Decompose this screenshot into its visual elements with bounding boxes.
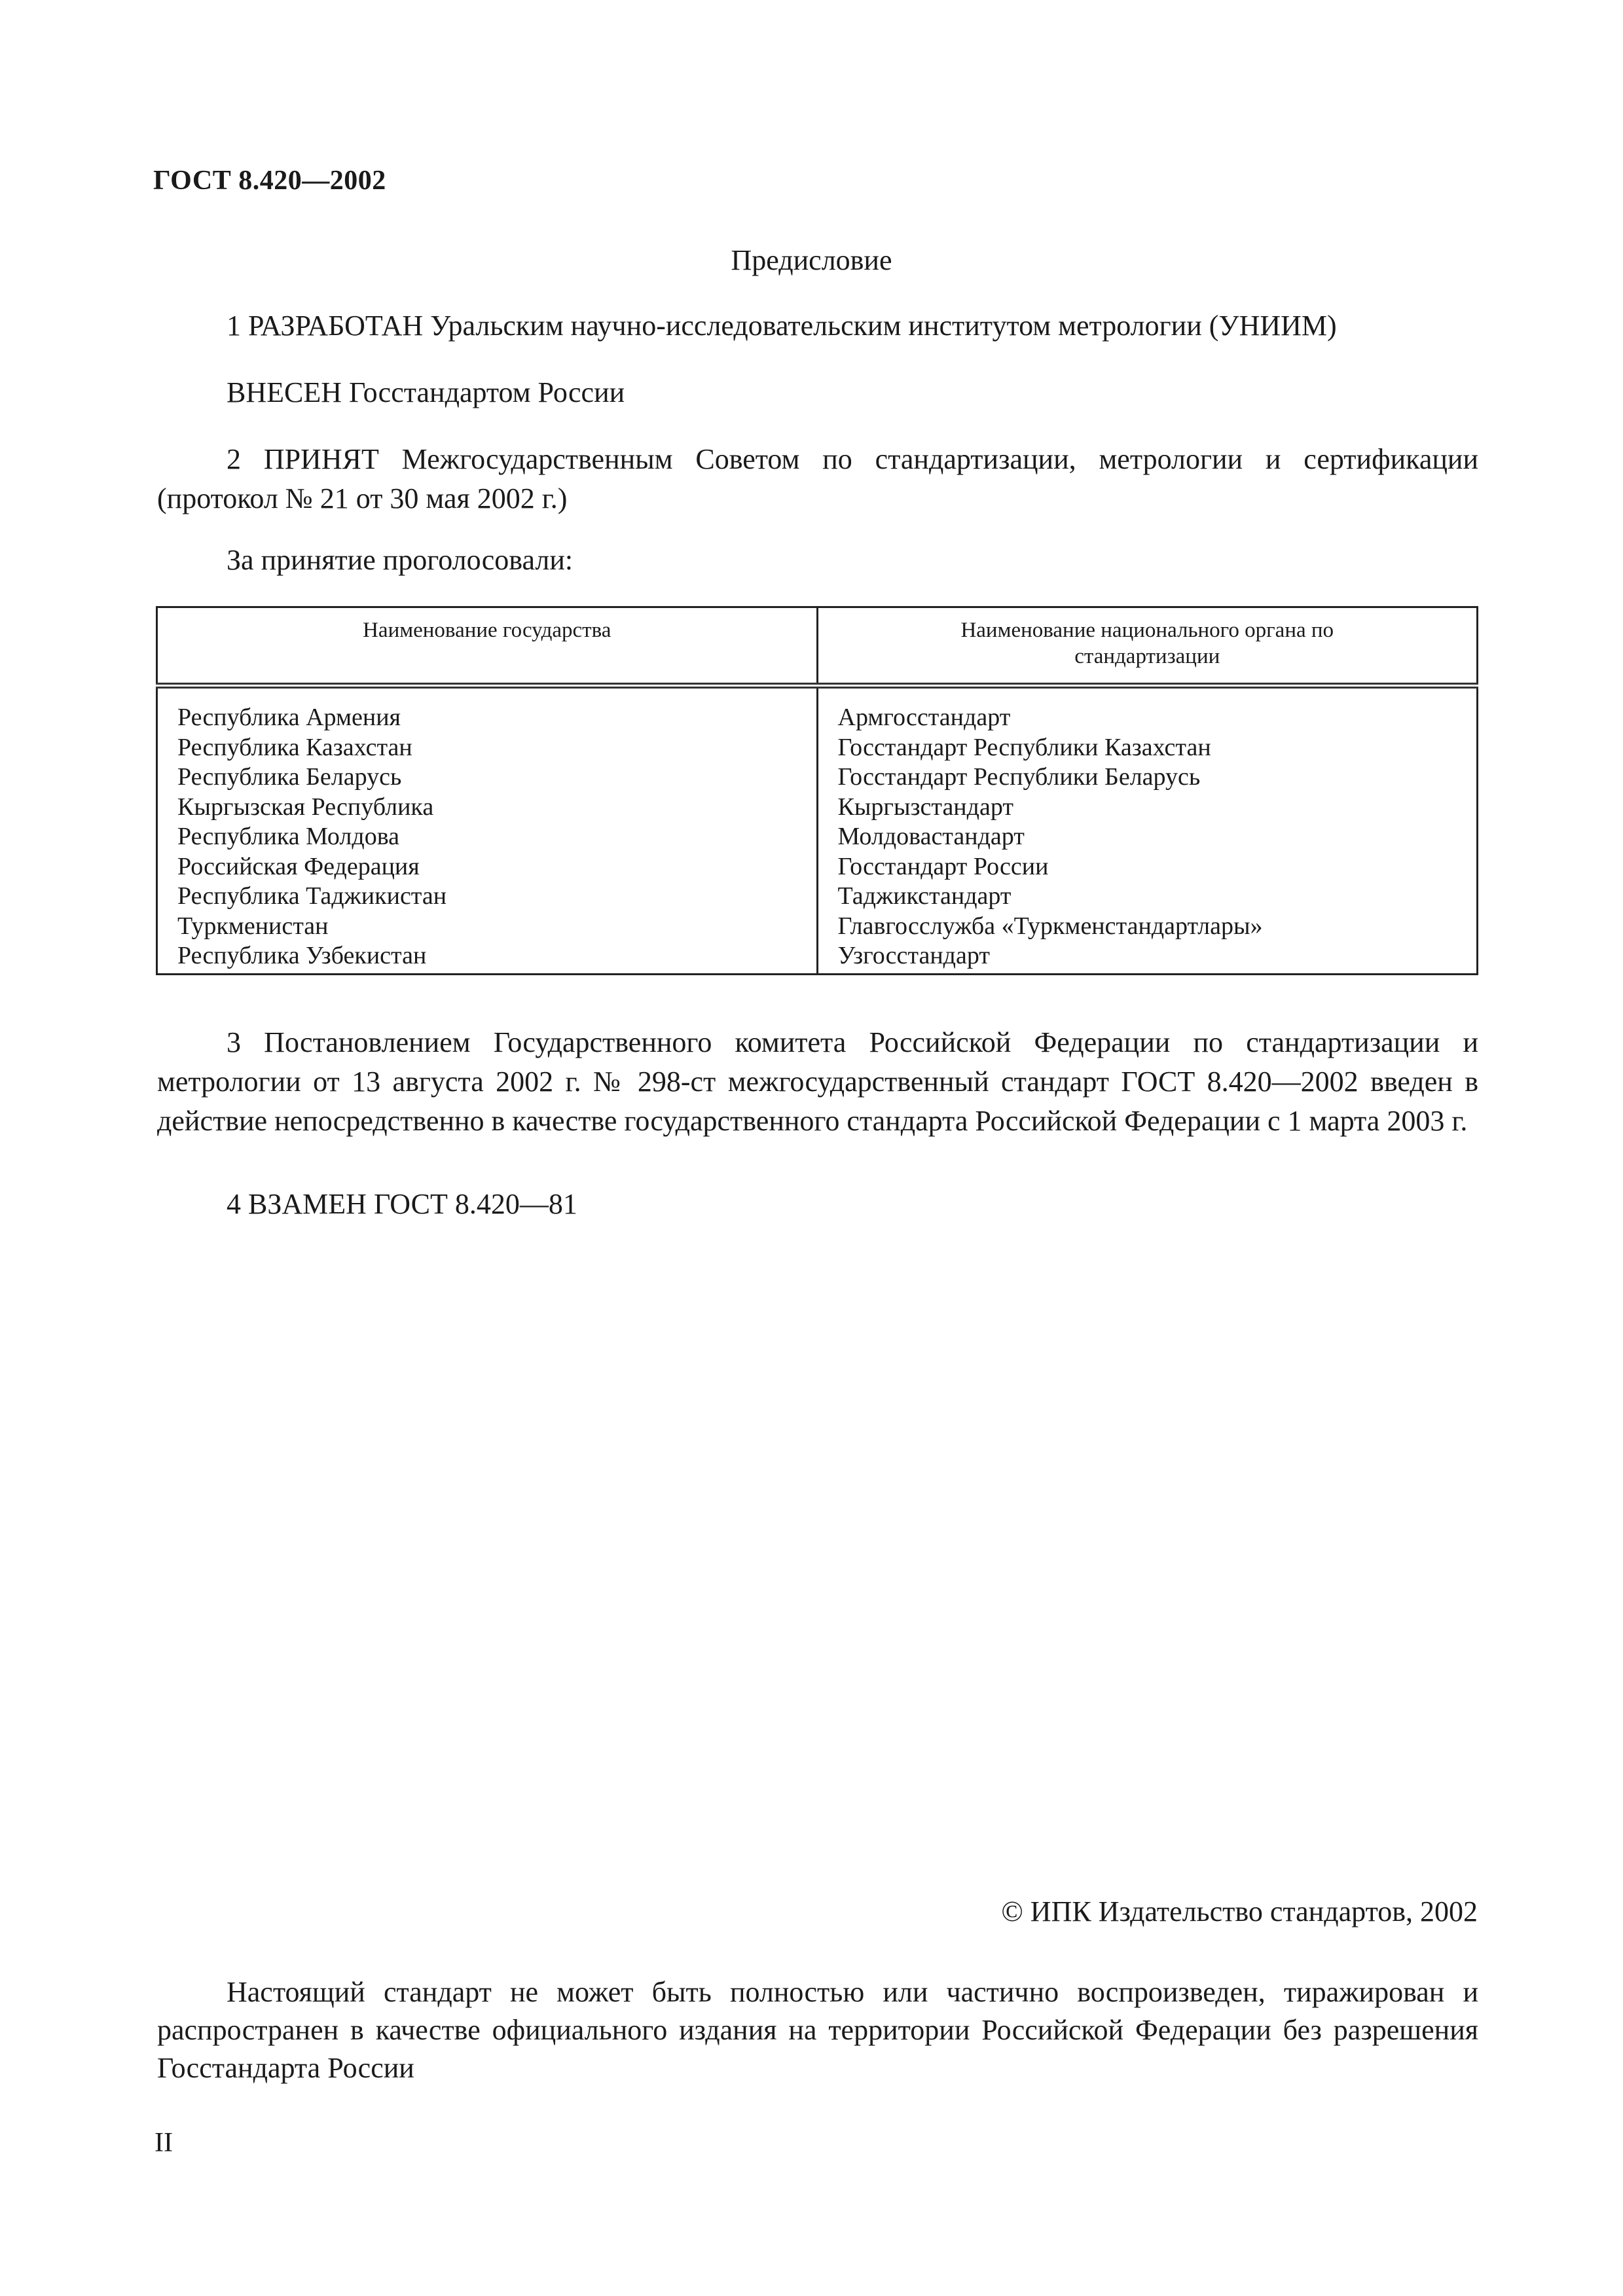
table-body-row [157, 686, 1478, 975]
table-cell-body: Госстандарт Республики Казахстан [837, 733, 1211, 761]
column-header-body-text: Наименование национального органа по стандартизации [960, 619, 1334, 668]
states-column [157, 686, 818, 975]
table-cell-state: Туркменистан [177, 912, 329, 940]
table-cell-body: Госстандарт России [837, 852, 1049, 880]
table-cell-state: Республика Молдова [177, 823, 400, 850]
paragraph-voted: За принятие проголосовали: [227, 544, 574, 576]
table-cell-state: Республика Беларусь [177, 763, 402, 791]
page-title: Предисловие [731, 244, 892, 276]
paragraph-adopted: 2 ПРИНЯТ Межгосударственным Советом по стандартизации, метрологии и сертификации (протокол № 21 от 30 мая 2002 г.) [157, 443, 1478, 514]
table-cell-body: Узгосстандарт [837, 942, 990, 969]
table-cell-state: Российская Федерация [177, 852, 420, 880]
table-header-row [157, 607, 1478, 686]
paragraph-developed: 1 РАЗРАБОТАН Уральским научно-исследовательским институтом метрологии (УНИИМ) [227, 310, 1337, 342]
table-cell-body: Кыргызстандарт [837, 793, 1013, 821]
column-header-state: Наименование государства [157, 607, 818, 686]
table-cell-body: Армгосстандарт [837, 704, 1011, 731]
page-number: II [155, 2128, 173, 2158]
bodies-column [817, 686, 1478, 975]
voting-table [156, 606, 1478, 975]
table-cell-state: Кыргызская Республика [177, 793, 434, 821]
column-header-body [817, 607, 1478, 686]
table-cell-state: Республика Казахстан [177, 733, 412, 761]
table-cell-state: Республика Армения [177, 704, 401, 731]
paragraph-replaces: 4 ВЗАМЕН ГОСТ 8.420—81 [227, 1188, 577, 1220]
table-cell-body: Таджикстандарт [837, 882, 1012, 910]
copyright-notice: © ИПК Издательство стандартов, 2002 [1001, 1895, 1478, 1928]
table-cell-body: Госстандарт Республики Беларусь [837, 763, 1201, 791]
paragraph-submitted: ВНЕСЕН Госстандартом России [227, 376, 625, 408]
reproduction-notice: Настоящий стандарт не может быть полностью или частично воспроизведен, тиражирован и распространен в качестве официального издания на территории Российской Федерации без разрешения Госстандарта России [157, 1976, 1478, 2084]
table-cell-body: Молдовастандарт [837, 823, 1025, 850]
paragraph-decree: 3 Постановлением Государственного комитета Российской Федерации по стандартизации и метрологии от 13 августа 2002 г. № 298-ст межгосударственный стандарт ГОСТ 8.420—2002 введен в действие непосредственно в качестве государственного стандарта Российской Федерации с 1 марта 2003 г. [157, 1026, 1478, 1137]
table-cell-state: Республика Узбекистан [177, 942, 427, 969]
table-cell-body: Главгосслужба «Туркменстандартлары» [837, 912, 1263, 940]
document-id: ГОСТ 8.420—2002 [153, 166, 386, 196]
table-cell-state: Республика Таджикистан [177, 882, 447, 910]
